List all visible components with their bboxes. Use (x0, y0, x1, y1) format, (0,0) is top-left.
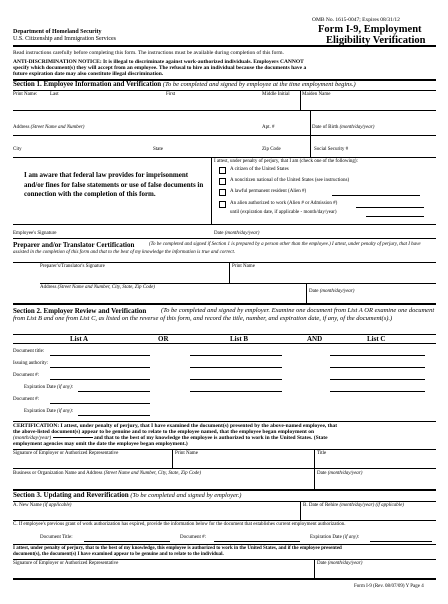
citizen-checkbox[interactable] (219, 167, 226, 174)
section-1-note: (To be completed and signed by employee at the time employment begins.) (162, 81, 356, 88)
certification-line-1: CERTIFICATION: I attest, under penalty of perjury, that I have examined the document(s) presented by the above-named employee, that (13, 423, 338, 429)
section-3-date-input[interactable] (317, 568, 432, 577)
employee-signature-input[interactable] (60, 226, 205, 236)
or-heading: OR (158, 335, 169, 343)
noncitizen-national-option-label: A noncitizen national of the United States (see instructions) (230, 178, 350, 183)
preparer-address-label (40, 285, 155, 291)
preparer-signature-label: Preparer's/Translator's Signature (40, 264, 105, 269)
alien-authorized-checkbox[interactable] (219, 201, 226, 208)
employer-date-input[interactable] (317, 478, 432, 488)
address-label-text: Address (13, 125, 30, 130)
expiration-date-text: Expiration Date (24, 385, 56, 390)
alien-number-input[interactable] (332, 195, 420, 196)
preparer-date-text: Date (309, 289, 319, 294)
alien-authorized-option-label: An alien authorized to work (Alien # or Admission #) (230, 201, 338, 206)
zip-label: Zip Code (262, 147, 281, 152)
and-heading: AND (307, 335, 323, 343)
dob-label-text: Date of Birth (312, 125, 339, 130)
first-name-label: First (166, 92, 176, 97)
new-name-text: A. New Name (13, 503, 42, 508)
section-2-note: (To be completed and signed by employer. Examine one document from List A OR examine one document from List B and one from List C, as listed on the reverse of this form, and record the title, number, and expiration date, if any, of the document(s).) (13, 307, 435, 322)
document-number-label-2: Document #: (13, 397, 39, 402)
list-b-document-title-input[interactable] (190, 355, 282, 356)
preparer-date-label (309, 289, 354, 295)
list-b-issuing-authority-input[interactable] (190, 367, 282, 368)
address-input[interactable] (13, 112, 308, 123)
address-note: (Street Name and Number) (30, 125, 85, 130)
employer-date-note: (month/day/year) (327, 471, 363, 476)
list-a-document-title-input[interactable] (50, 355, 150, 356)
federal-law-warning: I am aware that federal law provides for imprisonment and/or fines for false statements or use of false documents in connection with the completion of this form. (24, 171, 204, 198)
dob-note: (month/day/year) (339, 125, 375, 130)
certification-line-3-text: and that to the best of my knowledge the employee is authorized to work in the United States. (State (93, 435, 328, 441)
section-3-date-label (317, 561, 362, 567)
until-expiration-label: until (expiration date, if applicable - month/day/year) (230, 210, 337, 215)
section-1-title: Section 1. Employee Information and Verification (13, 80, 162, 88)
omb-number: OMB No. 1615-0047; Expires 08/31/12 (312, 17, 400, 23)
header-rule (13, 45, 436, 47)
section-3-doc-title-label: Document Title: (40, 535, 73, 540)
section-3-expiration-note: (if any): (343, 535, 360, 540)
last-name-label: Last (50, 92, 59, 97)
department-name: Department of Homeland Security (13, 29, 102, 35)
list-c-expiration-input[interactable] (330, 391, 425, 392)
expiration-date-input[interactable] (366, 216, 424, 217)
rehire-date-note: (month/day/year) (if applicable) (339, 503, 404, 508)
city-label: City (13, 147, 22, 152)
certification-line-4: employment agencies may omit the date the employee began employment.) (13, 441, 188, 447)
employer-signature-input[interactable] (13, 458, 169, 467)
notice-line-3: future expiration date may also constitute illegal discrimination. (13, 71, 164, 77)
employee-date-note: (month/day/year) (224, 231, 260, 236)
section-3-date-text: Date (317, 561, 327, 566)
state-label: State (153, 147, 163, 152)
issuing-authority-label: Issuing authority: (13, 361, 49, 366)
expiration-date-label-2 (24, 409, 73, 415)
preparer-address-text: Address (40, 285, 57, 290)
employee-date-label (214, 231, 259, 237)
list-a-expiration-input[interactable] (78, 391, 150, 392)
rehire-date-text: B. Date of Rehire (303, 503, 339, 508)
list-a-expiration-2-input[interactable] (78, 415, 150, 416)
expiration-date-label (24, 385, 73, 391)
preparer-title: Preparer and/or Translator Certification (13, 241, 135, 249)
certification-line-2: the above-listed document(s) appear to be genuine and to relate to the employee named, that the employee began employment on (13, 429, 315, 435)
maiden-name-input[interactable] (302, 99, 432, 109)
section-3-attest-line-1: I attest, under penalty of perjury, that to the best of my knowledge, this employee is authorized to work in the United States, and if the employee presented (13, 546, 342, 551)
list-a-heading: List A (70, 335, 89, 343)
notice-line-2: specify which document(s) they will accept from an employee. The refusal to hire an individual because the documents have a (13, 65, 307, 71)
permanent-resident-checkbox[interactable] (219, 189, 226, 196)
employment-start-date-input[interactable] (53, 437, 93, 438)
dob-label (312, 125, 374, 131)
name-input[interactable] (30, 99, 295, 109)
citizen-option-label: A citizen of the United States (230, 167, 289, 172)
business-name-label (13, 471, 201, 477)
print-name-label: Print Name: (13, 92, 38, 97)
notice-line-1: ANTI-DISCRIMINATION NOTICE: It is illegal to discriminate against work-authorized individuals. Employers CANNOT (13, 59, 304, 65)
employer-title-input[interactable] (317, 458, 432, 467)
section-3c-text: C. If employee's previous grant of work authorization has expired, provide the information below for the document that establishes current employment authorization. (13, 522, 346, 527)
section-3-attest-line-2: document(s), the document(s) I have examined appear to be genuine and to relate to the individual. (13, 552, 224, 557)
dob-input[interactable] (312, 112, 432, 123)
section-3-expiration-label (310, 535, 359, 541)
form-footer: Form I-9 (Rev. 08/07/09) Y Page 4 (354, 584, 424, 589)
form-title: Form I-9, Employment (318, 24, 422, 35)
expiration-date-note: (if any): (57, 385, 74, 390)
list-c-issuing-authority-input[interactable] (330, 367, 425, 368)
document-number-label: Document #: (13, 373, 39, 378)
preparer-date-note: (month/day/year) (319, 289, 355, 294)
expiration-date-note-2: (if any): (57, 409, 74, 414)
agency-name: U.S. Citizenship and Immigration Services (13, 36, 116, 42)
instructions-text: Read instructions carefully before completing this form. The instructions must be available during completion of this form. (13, 50, 284, 56)
employee-date-input[interactable] (265, 226, 430, 236)
section-3-date-note: (month/day/year) (327, 561, 363, 566)
section-2-title: Section 2. Employer Review and Verification (13, 307, 147, 315)
city-state-zip-input[interactable] (13, 137, 308, 146)
rehire-date-input[interactable] (303, 510, 432, 519)
section-3-expiration-input[interactable] (370, 541, 432, 542)
section-3-note: (To be completed and signed by employer.) (130, 492, 242, 499)
section-3-signature-input[interactable] (13, 568, 309, 577)
list-b-expiration-input[interactable] (190, 391, 282, 392)
employer-date-label (317, 471, 362, 477)
business-name-note: (Street Name and Number, City, State, Zip Code) (103, 471, 202, 476)
section-3-heading (13, 492, 241, 500)
employer-date-text: Date (317, 471, 327, 476)
preparer-print-name-input[interactable] (232, 271, 432, 281)
section-3-expiration-text: Expiration Date (310, 535, 342, 540)
list-a-document-number-input[interactable] (50, 379, 150, 380)
section-3-title: Section 3. Updating and Reverification (13, 491, 129, 499)
preparer-signature-input[interactable] (40, 271, 225, 281)
section-3-doc-number-label: Document #: (180, 535, 206, 540)
preparer-print-name-label: Print Name (232, 264, 255, 269)
noncitizen-national-checkbox[interactable] (219, 178, 226, 185)
address-label (13, 125, 84, 131)
section-3-doc-title-input[interactable] (84, 541, 170, 542)
list-b-heading: List B (230, 335, 249, 343)
employer-signature-label: Signature of Employer or Authorized Representative (13, 451, 119, 456)
list-b-document-number-input[interactable] (190, 379, 282, 380)
section-1-rule (13, 90, 436, 91)
employer-title-label: Title (317, 451, 327, 456)
business-name-text: Business or Organization Name and Address (13, 471, 103, 476)
new-name-input[interactable] (13, 510, 295, 519)
business-address-input[interactable] (13, 478, 309, 488)
section-1-heading (13, 81, 356, 89)
permanent-resident-option-label: A lawful permanent resident (Alien #) (230, 189, 307, 194)
list-c-heading: List C (367, 335, 386, 343)
admission-number-input[interactable] (356, 207, 424, 208)
list-c-document-title-input[interactable] (330, 355, 425, 356)
attest-statement: I attest, under penalty of perjury, that I am (check one of the following): (214, 159, 358, 164)
section-3-signature-label: Signature of Employer or Authorized Representative (13, 561, 119, 566)
list-a-issuing-authority-input[interactable] (50, 367, 150, 368)
document-title-label: Document title: (13, 349, 45, 354)
preparer-address-input[interactable] (40, 292, 300, 301)
employer-print-name-label: Print Name (175, 451, 198, 456)
list-c-document-number-input[interactable] (330, 379, 425, 380)
new-name-label (13, 503, 71, 509)
apt-label: Apt. # (262, 125, 275, 130)
certification-date-note: (month/day/year) (13, 435, 52, 441)
maiden-name-label: Maiden Name (302, 92, 331, 97)
new-name-note: (if applicable) (43, 503, 72, 508)
rehire-date-label (303, 503, 404, 509)
preparer-note: (To be completed and signed if Section 1 is prepared by a person other than the employee.) I attest, under penalty of perjury, that I have assisted in the completion of this form and that to the best of my knowledge the information is true and correct. (13, 242, 421, 255)
ssn-label: Social Security # (314, 147, 349, 152)
form-subtitle: Eligibility Verification (326, 35, 426, 46)
middle-initial-label: Middle Initial (262, 92, 290, 97)
section-3-doc-number-input[interactable] (214, 541, 300, 542)
preparer-address-note: (Street Name and Number, City, State, Zip Code) (57, 285, 155, 290)
employer-print-name-input[interactable] (175, 458, 311, 467)
ssn-input[interactable] (360, 145, 432, 154)
preparer-date-input[interactable] (360, 292, 432, 301)
employee-date-text: Date (214, 231, 224, 236)
list-a-document-number-2-input[interactable] (50, 403, 150, 404)
employee-signature-label: Employee's Signature (13, 231, 57, 236)
expiration-date-text-2: Expiration Date (24, 409, 56, 414)
